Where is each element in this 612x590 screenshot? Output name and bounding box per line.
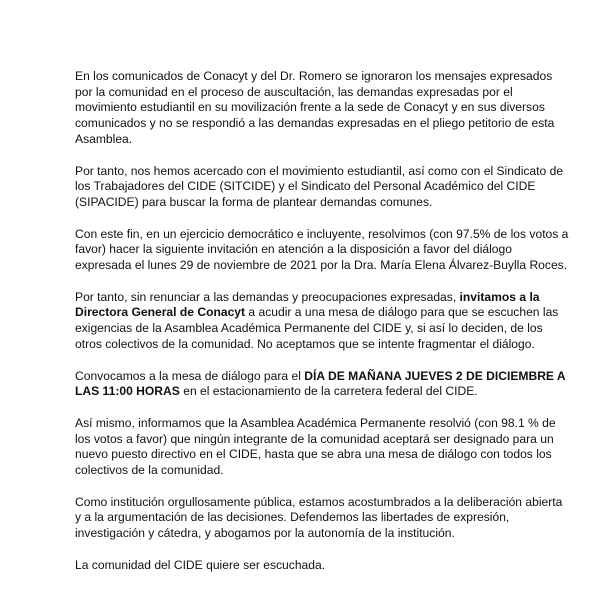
- paragraph-6: [75, 416, 555, 479]
- text-segment: Por tanto, nos hemos acercado con el movimiento estudiantil, así como con el Sindicato de: [75, 163, 564, 178]
- text-line: [75, 242, 555, 258]
- text-line: [75, 416, 555, 432]
- text-segment: por la comunidad en el proceso de auscultación, las demandas expresadas por el: [75, 84, 513, 99]
- paragraph-5: [75, 368, 566, 400]
- text-segment: Asamblea.: [75, 131, 133, 146]
- text-segment: (SIPACIDE) para buscar la forma de plantear demandas comunes.: [75, 194, 433, 209]
- text-segment: Por tanto, sin renunciar a las demandas y preocupaciones expresadas,: [75, 289, 460, 304]
- text-segment: los Trabajadores del CIDE (SITCIDE) y el Sindicato del Personal Académico del CIDE: [75, 179, 536, 194]
- bold-text: DÍA DE MAÑANA JUEVES 2 DE DICIEMBRE A: [304, 368, 566, 383]
- text-line: [75, 510, 555, 526]
- text-segment: otros colectivos de la comunidad. No aceptamos que se intente fragmentar el diálogo.: [75, 336, 535, 351]
- text-segment: exigencias de la Asamblea Académica Permanente del CIDE y, si así lo deciden, de los: [75, 321, 543, 336]
- text-segment: investigación y cátedra, y abogamos por la autonomía de la institución.: [75, 526, 455, 541]
- text-line: [75, 100, 555, 116]
- text-segment: nuevo puesto directivo en el CIDE, hasta que se abra una mesa de diálogo con todos los: [75, 447, 552, 462]
- text-segment: favor) hacer la siguiente invitación en atención a la disposición a favor del diálogo: [75, 242, 512, 257]
- text-segment: en el estacionamiento de la carretera federal del CIDE.: [179, 384, 478, 399]
- text-line: [75, 526, 555, 542]
- document-body: [75, 69, 569, 590]
- text-line: [75, 85, 555, 101]
- text-segment: los votos a favor) que ningún integrante de la comunidad aceptará ser designado para un: [75, 431, 554, 446]
- text-line: [75, 305, 559, 321]
- bold-text: LAS 11:00 HORAS: [75, 384, 180, 399]
- text-segment: comunicados y no se respondió a las demandas expresadas en el pliego petitorio de esta: [75, 116, 555, 131]
- paragraph-2: [75, 163, 564, 211]
- text-segment: Como institución orgullosamente pública, estamos acostumbrados a la deliberación abierta: [75, 494, 563, 509]
- text-line: [75, 432, 555, 448]
- text-segment: movimiento estudiantil en su movilización frente a la sede de Conacyt y en sus diversos: [75, 100, 545, 115]
- text-line: [75, 258, 568, 274]
- text-segment: En los comunicados de Conacyt y del Dr. Romero se ignoraron los mensajes expresados: [75, 69, 553, 83]
- text-segment: Convocamos a la mesa de diálogo para el: [75, 368, 305, 383]
- text-line: [75, 321, 555, 337]
- text-line: [75, 463, 555, 479]
- text-line: [75, 494, 563, 511]
- text-line: [75, 116, 555, 132]
- text-segment: colectivos de la comunidad.: [75, 463, 224, 478]
- text-line: [75, 226, 569, 243]
- bold-text: invitamos a la: [459, 289, 540, 304]
- text-line: [75, 384, 555, 400]
- text-line: [75, 195, 555, 211]
- text-line: [75, 368, 566, 385]
- text-line: [75, 132, 555, 148]
- paragraph-4: [75, 289, 559, 353]
- text-line: [75, 179, 555, 195]
- text-line: [75, 558, 555, 574]
- paragraph-3: [75, 226, 569, 274]
- text-segment: Así mismo, informamos que la Asamblea Académica Permanente resolvió (con 98.1 % de: [75, 415, 556, 430]
- text-line: [75, 69, 555, 85]
- text-line: [75, 337, 555, 353]
- paragraph-1: [75, 69, 555, 148]
- text-segment: a acudir a una mesa de diálogo para que se escuchen las: [245, 305, 559, 320]
- text-segment: expresada el lunes 29 de noviembre de 2021 por la Dra. María Elena Álvarez-Buylla Roces.: [75, 258, 568, 273]
- text-segment: y a la argumentación de las decisiones. Defendemos las libertades de expresión,: [75, 510, 510, 525]
- text-segment: Con este fin, en un ejercicio democrático e incluyente, resolvimos (con 97.5% de los votos a: [75, 226, 569, 241]
- text-line: [75, 290, 555, 306]
- bold-text: Directora General de Conacyt: [75, 305, 246, 320]
- text-line: [75, 163, 564, 180]
- paragraph-7: [75, 494, 563, 542]
- paragraph-8: [75, 558, 555, 574]
- text-line: [75, 447, 555, 463]
- text-segment: La comunidad del CIDE quiere ser escuchada.: [75, 557, 326, 572]
